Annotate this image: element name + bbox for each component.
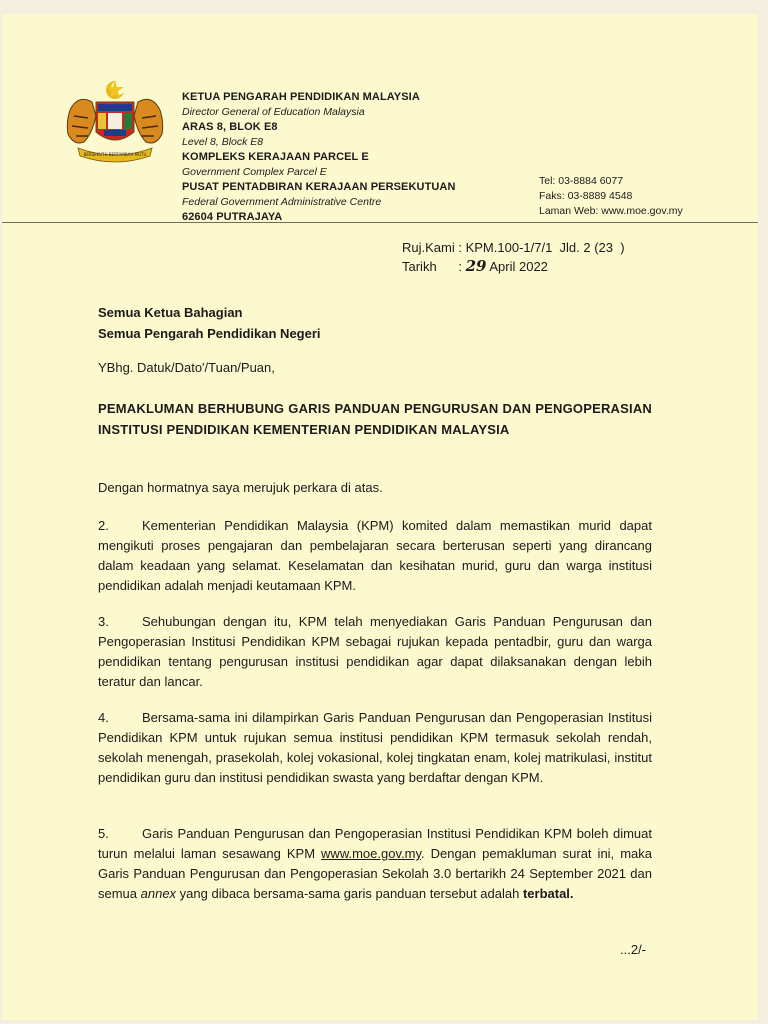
addressee-line: Semua Pengarah Pendidikan Negeri: [98, 326, 321, 341]
terbatal-emphasis: terbatal.: [522, 886, 574, 901]
address-line-1-english: Level 8, Block E8: [182, 136, 264, 148]
paragraph-number: 3.: [98, 614, 109, 629]
org-name: KETUA PENGARAH PENDIDIKAN MALAYSIA: [182, 91, 420, 103]
paragraph-3: [98, 612, 652, 692]
addressee: [98, 302, 321, 344]
address-line-2: KOMPLEKS KERAJAAN PARCEL E: [182, 151, 369, 163]
paragraph-text: Garis Panduan Pengurusan dan Pengoperasian Institusi Pendidikan KPM boleh dimuat turun melalui laman sesawang KPM: [98, 826, 652, 861]
address-line-3: PUSAT PENTADBIRAN KERAJAAN PERSEKUTUAN: [182, 181, 456, 193]
address-line-3-english: Federal Government Administrative Centre: [182, 196, 382, 208]
letterhead-divider: [2, 222, 758, 223]
addressee-line: Semua Ketua Bahagian: [98, 305, 243, 320]
date-day-handwritten: 29: [465, 257, 487, 275]
fax: Faks: 03-8889 4548: [539, 190, 633, 202]
subject-heading: PEMAKLUMAN BERHUBUNG GARIS PANDUAN PENGURUSAN DAN PENGOPERASIAN INSTITUSI PENDIDIKAN KEMENTERIAN PENDIDIKAN MALAYSIA: [98, 401, 652, 437]
reference-number-row: Ruj.Kami : KPM.100-1/7/1 Jld. 2 (23 ): [402, 240, 625, 255]
date-month-year: April 2022: [489, 259, 548, 274]
intro-paragraph: Dengan hormatnya saya merujuk perkara di atas.: [98, 480, 383, 495]
malaysia-coat-of-arms-logo: [64, 76, 166, 164]
paragraph-2: [98, 516, 652, 596]
page-continuation-marker: ...2/-: [620, 942, 647, 957]
website: Laman Web: www.moe.gov.my: [539, 205, 683, 217]
address-line-2-english: Government Complex Parcel E: [182, 166, 327, 178]
paragraph-4: [98, 708, 652, 788]
date-row: Tarikh : 29 April 2022: [402, 257, 548, 275]
org-name-english: Director General of Education Malaysia: [182, 106, 365, 118]
paragraph-text: Sehubungan dengan itu, KPM telah menyediakan Garis Panduan Pengurusan dan Pengoperasian Institusi Pendidikan KPM sebagai rujukan kepada pentadbir, guru dan warga pendidikan tentang pengurusan institusi pendidikan agar dapat dilaksanakan dengan lebih teratur dan lancar.: [98, 614, 652, 689]
paragraph-text: yang dibaca bersama-sama garis panduan tersebut adalah: [176, 886, 523, 901]
moe-website-link[interactable]: www.moe.gov.my: [321, 846, 421, 861]
date-label: Tarikh: [402, 259, 437, 274]
paragraph-text: Kementerian Pendidikan Malaysia (KPM) komited dalam memastikan murid dapat mengikuti proses pengajaran dan pembelajaran secara berterusan seperti yang dirancang dalam keadaan yang selamat. Keselamatan dan kesihatan murid, guru dan warga institusi pendidikan adalah menjadi keutamaan KPM.: [98, 518, 652, 593]
letterhead-address: [182, 90, 456, 225]
telephone: Tel: 03-8884 6077: [539, 175, 624, 187]
postcode-city: 62604 PUTRAJAYA: [182, 211, 283, 223]
paragraph-number: 5.: [98, 826, 109, 841]
salutation: YBhg. Datuk/Dato'/Tuan/Puan,: [98, 360, 275, 375]
reference-number: KPM.100-1/7/1 Jld. 2 (23 ): [465, 240, 625, 255]
reference-label: Ruj.Kami: [402, 240, 455, 255]
annex-term: annex: [140, 886, 177, 901]
paragraph-5: [98, 824, 652, 904]
paragraph-number: 2.: [98, 518, 109, 533]
paragraph-text: Bersama-sama ini dilampirkan Garis Panduan Pengurusan dan Pengoperasian Institusi Pendidikan KPM untuk rujukan semua institusi pendidikan KPM termasuk sekolah rendah, sekolah menengah, prasekolah, kolej vokasional, kolej tingkatan enam, kolej matrikulasi, institut pendidikan guru dan institusi pendidikan swasta yang berdaftar dengan KPM.: [98, 710, 652, 785]
address-line-1: ARAS 8, BLOK E8: [182, 121, 278, 133]
letter-page: [2, 14, 758, 1020]
paragraph-text: . Dengan pemakluman surat ini, maka Garis Panduan Pengurusan dan Pengoperasian Sekolah 3.0 bertarikh 24 September 2021 dan semua: [98, 846, 652, 901]
letterhead-contact: [539, 174, 683, 219]
svg-text:BERSEKUTU BERTAMBAH MUTU: BERSEKUTU BERTAMBAH MUTU: [83, 152, 147, 157]
paragraph-number: 4.: [98, 710, 109, 725]
reference-block: [402, 238, 625, 276]
